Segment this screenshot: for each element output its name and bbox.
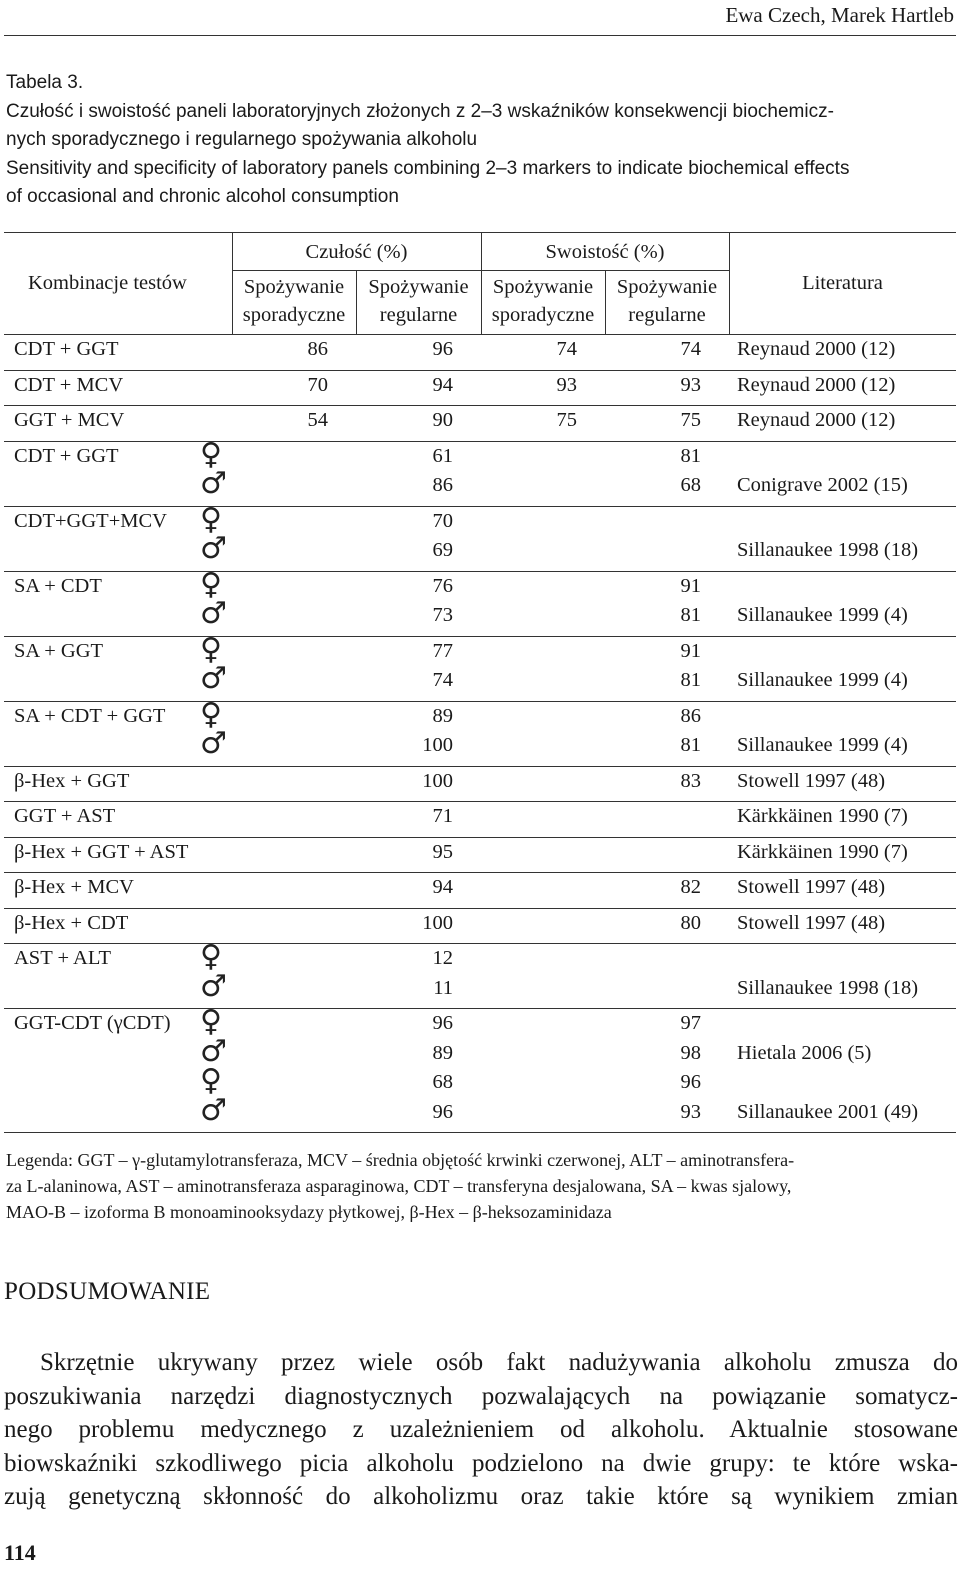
table-cell-value: 89 (432, 704, 453, 727)
header-sub-line2: regularne (379, 304, 458, 326)
table-cell-reference: Sillanaukee 1999 (4) (737, 734, 908, 756)
table-cell-value: 91 (680, 639, 701, 662)
male-symbol: ♂ (200, 661, 227, 696)
running-head: Ewa Czech, Marek Hartleb (725, 3, 954, 27)
table-cell-value: 54 (307, 409, 328, 431)
header-rule (4, 35, 956, 36)
page-number: 114 (4, 1540, 36, 1565)
table-rule (4, 908, 956, 909)
row-combination: β-Hex + CDT (14, 911, 129, 934)
table-cell-value: 74 (680, 338, 701, 360)
table-cell-reference: Sillanaukee 1998 (18) (737, 539, 919, 561)
row-combination: SA + CDT + GGT (14, 704, 166, 727)
table-rule (4, 801, 956, 802)
table-cell-value: 100 (422, 734, 453, 756)
row-combination: SA + GGT (14, 639, 104, 662)
table-cell-value: 74 (432, 669, 453, 691)
table-rule (4, 370, 956, 371)
table-cell-value: 82 (680, 876, 701, 898)
body-line: poszukiwania narzędzi diagnostycznych pozwalających na powiązanie somatycz- (4, 1382, 958, 1410)
body-line: nego problemu medycznego z uzależnieniem od alkoholu. Aktualnie stosowane (4, 1416, 958, 1443)
male-symbol: ♂ (200, 1092, 227, 1128)
table-cell-value: 93 (680, 1100, 701, 1123)
caption-line: of occasional and chronic alcohol consumption (6, 186, 399, 207)
table-rule (4, 943, 956, 944)
table-cell-reference: Sillanaukee 1998 (18) (737, 976, 919, 999)
table-caption (6, 69, 956, 212)
row-combination: GGT + AST (14, 805, 116, 827)
row-combination: β-Hex + GGT (14, 769, 130, 792)
table-cell-value: 93 (680, 373, 701, 396)
header-sub-line2: sporadyczne (242, 304, 346, 326)
table-cell-value: 69 (432, 539, 453, 561)
table-cell-value: 73 (432, 604, 453, 626)
table-cell-reference: Stowell 1997 (48) (737, 769, 886, 792)
male-symbol: ♂ (200, 726, 227, 761)
table-rule (4, 837, 956, 838)
table-cell-reference: Sillanaukee 1999 (4) (737, 669, 908, 691)
table-cell-reference: Hietala 2006 (5) (737, 1041, 872, 1064)
header-sub-line1: Spożywanie (492, 276, 594, 298)
male-symbol: ♂ (200, 968, 227, 1004)
table-col-rule (729, 232, 730, 334)
male-symbol: ♂ (200, 1033, 227, 1069)
table-cell-value: 76 (432, 574, 453, 597)
table-cell-reference: Stowell 1997 (48) (737, 876, 886, 898)
table-cell-value: 94 (432, 876, 453, 898)
header-specificity: Swoistość (%) (545, 241, 665, 263)
body-line: biowskaźniki szkodliwego picia alkoholu podzielono na dwie grupy: te które wska- (4, 1449, 958, 1477)
table-cell-value: 96 (432, 338, 453, 360)
table-cell-reference: Sillanaukee 1999 (4) (737, 604, 908, 626)
table-cell-reference: Sillanaukee 2001 (49) (737, 1100, 919, 1123)
table-cell-value: 100 (422, 769, 453, 792)
table-cell-value: 81 (680, 734, 701, 756)
table-cell-value: 100 (422, 911, 453, 934)
table-cell-reference: Stowell 1997 (48) (737, 911, 886, 934)
legend-line: Legenda: GGT – γ-glutamylotransferaza, MCV – średnia objętość krwinki czerwonej, ALT – aminotransfera- (6, 1150, 795, 1170)
row-combination: CDT + GGT (14, 444, 119, 467)
table-cell-value: 75 (680, 409, 701, 431)
table-cell-reference: Kärkkäinen 1990 (7) (737, 840, 908, 863)
table-cell-value: 86 (307, 338, 328, 360)
table-cell-value: 71 (432, 805, 453, 827)
female-symbol: ♀ (200, 436, 222, 472)
female-symbol: ♀ (200, 631, 222, 667)
female-symbol: ♀ (200, 939, 222, 974)
female-symbol: ♀ (200, 1063, 222, 1098)
table-cell-reference: Reynaud 2000 (12) (737, 409, 896, 431)
data-table (4, 232, 956, 1128)
table-col-rule (605, 270, 606, 334)
table-cell-value: 97 (680, 1012, 701, 1034)
row-combination: β-Hex + GGT + AST (14, 840, 189, 863)
table-cell-value: 75 (556, 409, 577, 431)
table-cell-value: 70 (307, 373, 328, 396)
row-combination: CDT + MCV (14, 373, 124, 396)
female-symbol: ♀ (200, 1004, 222, 1039)
table-legend (6, 1147, 956, 1225)
table-rule (4, 571, 956, 572)
header-sub-line1: Spożywanie (616, 276, 718, 298)
body-line: Skrzętnie ukrywany przez wiele osób fakt nadużywania alkoholu zmusza do (40, 1349, 958, 1376)
table-rule (4, 334, 956, 335)
table-col-rule (356, 270, 357, 334)
table-cell-value: 77 (432, 639, 453, 662)
section-heading: PODSUMOWANIE (4, 1278, 211, 1305)
header-sensitivity: Czułość (%) (305, 241, 408, 263)
table-cell-reference: Kärkkäinen 1990 (7) (737, 805, 908, 827)
header-sub-line1: Spożywanie (243, 276, 345, 298)
table-cell-value: 86 (432, 474, 453, 496)
table-rule (4, 441, 956, 442)
table-rule (4, 1008, 956, 1009)
caption-line: Sensitivity and specificity of laboratory panels combining 2–3 markers to indicate biochemical effects (6, 157, 850, 179)
table-cell-value: 95 (432, 840, 453, 863)
table-cell-reference: Reynaud 2000 (12) (737, 338, 896, 360)
table-cell-value: 96 (432, 1012, 453, 1034)
legend-line: za L-alaninowa, AST – aminotransferaza asparaginowa, CDT – transferyna desjalowana, SA – kwas sjalowy, (6, 1176, 792, 1196)
table-cell-value: 12 (432, 947, 453, 969)
legend-line: MAO-B – izoforma B monoaminooksydazy płytkowej, β-Hex – β-heksozaminidaza (6, 1202, 612, 1222)
male-symbol: ♂ (200, 466, 227, 501)
table-rule (4, 872, 956, 873)
table-rule (4, 766, 956, 767)
caption-line: nych sporadycznego i regularnego spożywania alkoholu (6, 129, 478, 150)
table-cell-value: 74 (556, 338, 577, 360)
header-sub-line2: sporadyczne (491, 304, 595, 326)
row-combination: β-Hex + MCV (14, 876, 134, 898)
table-cell-value: 94 (432, 373, 453, 396)
table-cell-value: 81 (680, 604, 701, 626)
table-cell-value: 11 (433, 976, 453, 999)
row-combination: GGT-CDT (γCDT) (14, 1012, 171, 1034)
caption-label: Tabela 3. (6, 72, 84, 93)
row-combination: GGT + MCV (14, 409, 125, 431)
row-combination: CDT+GGT+MCV (14, 509, 167, 532)
male-symbol: ♂ (200, 531, 227, 566)
body-paragraph (4, 1346, 958, 1514)
table-cell-value: 70 (432, 509, 453, 532)
female-symbol: ♀ (200, 566, 222, 602)
table-cell-reference: Reynaud 2000 (12) (737, 373, 896, 396)
table-cell-value: 61 (432, 444, 453, 467)
female-symbol: ♀ (200, 696, 222, 732)
row-combination: CDT + GGT (14, 338, 119, 360)
table-cell-value: 89 (432, 1041, 453, 1064)
table-cell-reference: Conigrave 2002 (15) (737, 474, 908, 496)
header-literature: Literatura (802, 272, 883, 294)
table-cell-value: 68 (432, 1071, 453, 1093)
table-col-rule (232, 232, 233, 334)
table-rule (4, 1132, 956, 1133)
table-cell-value: 83 (680, 769, 701, 792)
row-combination: AST + ALT (14, 947, 112, 969)
table-cell-value: 96 (432, 1100, 453, 1123)
table-cell-value: 80 (680, 911, 701, 934)
body-line: zują genetyczną skłonność do alkoholizmu oraz takie które są wynikiem zmian (4, 1483, 958, 1510)
table-cell-value: 96 (680, 1071, 701, 1093)
table-cell-value: 98 (680, 1041, 701, 1064)
table-cell-value: 81 (680, 444, 701, 467)
table-rule (4, 405, 956, 406)
male-symbol: ♂ (200, 596, 227, 631)
female-symbol: ♀ (200, 501, 222, 537)
table-rule (4, 701, 956, 702)
table-cell-value: 81 (680, 669, 701, 691)
table-cell-value: 90 (432, 409, 453, 431)
table-cell-value: 86 (680, 704, 701, 727)
caption-line: Czułość i swoistość paneli laboratoryjnych złożonych z 2–3 wskaźników konsekwencji biochemicz- (6, 100, 834, 122)
table-cell-value: 68 (680, 474, 701, 496)
table-col-rule (481, 232, 482, 334)
table-rule (4, 506, 956, 507)
row-combination: SA + CDT (14, 574, 102, 597)
table-cell-value: 93 (556, 373, 577, 396)
table-cell-value: 91 (680, 574, 701, 597)
header-sub-line1: Spożywanie (368, 276, 469, 298)
header-combination: Kombinacje testów (28, 272, 187, 294)
header-sub-line2: regularne (628, 304, 706, 326)
table-rule (4, 636, 956, 637)
table-rule (4, 232, 956, 233)
